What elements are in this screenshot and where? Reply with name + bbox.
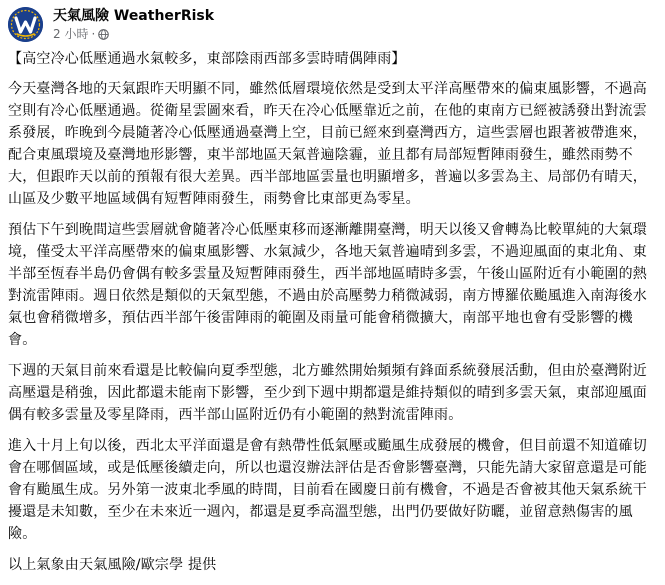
post-paragraph: 今天臺灣各地的天氣跟昨天明顯不同，雖然低層環境依然是受到太平洋高壓帶來的偏東風影響，不過高空則有冷心低壓通過。從衛星雲圖來看，昨天在冷心低壓靠近之前，在他的東南方已經被誘發出對流雲系發展，昨晚到今晨隨著冷心低壓通過臺灣上空，目前已經來到臺灣西方，這些雲層也跟著被帶進來，配合東風環境及臺灣地形影響，東半部地區天氣普遍陰霾，並且都有局部短暫陣雨發生，雖然雨勢不大，但跟昨天以前的預報有很大差異。西半部地區雲量也明顯增多，普遍以多雲為主、局部仍有晴天，山區及少數平地區域偶有短暫陣雨發生，雨勢會比東部更為零星。	[8, 81, 647, 207]
weatherrisk-logo-icon[interactable]	[8, 7, 43, 42]
globe-icon	[98, 28, 109, 39]
post-headline: 【高空冷心低壓通過水氣較多，東部陰雨西部多雲時晴偶陣雨】	[8, 51, 406, 67]
post-body	[8, 48, 660, 585]
post-credit: 以上氣象由天氣風險/歐宗學 提供	[8, 557, 217, 573]
post-header	[8, 6, 214, 42]
post-paragraph: 下週的天氣目前來看還是比較偏向夏季型態，北方雖然開始頻頻有鋒面系統發展活動，但由於臺灣附近高壓還是稍強，因此都還未能南下影響，至少到下週中期都還是維持類似的晴到多雲天氣，東部迎風面偶有較多雲量及零星降雨，西半部山區附近仍有小範圍的熱對流雷陣雨。	[8, 363, 647, 423]
post-paragraph: 進入十月上旬以後，西北太平洋面還是會有熱帶性低氣壓或颱風生成發展的機會，但目前還不知道確切會在哪個區域，或是低壓後續走向，所以也還沒辦法評估是否會影響臺灣，只能先請大家留意還是可能會有颱風生成。另外第一波東北季風的時間，目前看在國慶日前有機會，不過是否會被其他天氣系統干擾還是未知數，至少在未來近一週內，都還是夏季高溫型態，出門仍要做好防曬，並留意熱傷害的風險。	[8, 438, 647, 542]
meta-separator: ·	[91, 26, 96, 41]
post-timestamp[interactable]: 2 小時	[53, 26, 89, 41]
post-meta	[53, 7, 214, 42]
post-subline	[53, 26, 214, 42]
post-paragraph: 預估下午到晚間這些雲層就會隨著冷心低壓東移而逐漸離開臺灣，明天以後又會轉為比較單純的大氣環境，僅受太平洋高壓帶來的偏東風影響、水氣減少，各地天氣普遍晴到多雲，不過迎風面的東北角、東半部至恆春半島仍會偶有較多雲量及短暫陣雨發生，西半部地區晴時多雲，午後山區附近有小範圍的熱對流雷陣雨。週日依然是類似的天氣型態，不過由於高壓勢力稍微減弱，南方博羅依颱風進入南海後水氣也會稍微增多，預估西半部午後雷陣雨的範圍及雨量可能會稍微擴大，南部平地也會有受影響的機會。	[8, 222, 647, 348]
page-name-link[interactable]: 天氣風險 WeatherRisk	[53, 7, 215, 24]
avatar-logo-graphic	[8, 7, 43, 42]
